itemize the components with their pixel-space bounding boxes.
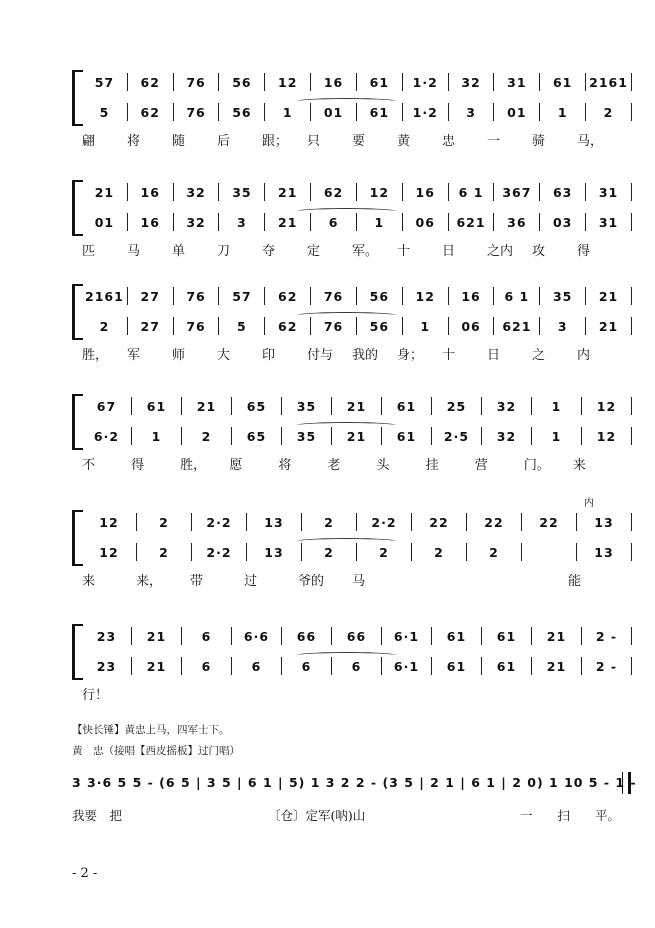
measure: 3 <box>466 104 476 120</box>
measure: 61 <box>446 658 467 674</box>
final-lyric-b: 〔仓〕定军(呐)山 <box>268 808 366 823</box>
lyric-word: 骑 <box>532 134 546 149</box>
measure: 66 <box>346 628 367 644</box>
measure: 2 <box>434 544 444 560</box>
score-system <box>72 68 632 154</box>
measure: 35 <box>296 428 317 444</box>
measure: 21 <box>598 288 619 304</box>
measure: 01 <box>94 214 115 230</box>
measure: 2·2 <box>206 544 232 560</box>
lyric-word: 要 <box>352 134 366 149</box>
measure: 61 <box>396 428 417 444</box>
measure: 61 <box>396 398 417 414</box>
measure: 3 <box>237 214 247 230</box>
lyric-word: 夺 <box>262 244 276 259</box>
lyric-word: 将 <box>127 134 141 149</box>
measure: 5 <box>99 104 110 120</box>
measure: 35 <box>552 288 573 304</box>
measure: 5 <box>237 318 247 334</box>
end-barline <box>622 772 631 794</box>
measure: 1 <box>551 428 562 444</box>
measure: 32 <box>496 398 517 414</box>
measure: 367 <box>502 184 532 200</box>
measure: 27 <box>140 318 160 334</box>
upper-staff <box>82 396 632 416</box>
lyric-word: 刀 <box>217 244 231 259</box>
measure: 32 <box>186 214 206 230</box>
measure: 16 <box>140 214 160 230</box>
measure: 6·1 <box>393 658 420 674</box>
measure: 12 <box>596 428 617 444</box>
measure: 2 <box>489 544 499 560</box>
score-system <box>72 282 632 368</box>
upper-staff <box>82 512 632 532</box>
measure: 6 1 <box>458 184 484 200</box>
measure: 01 <box>323 104 344 120</box>
measure: 2161 <box>85 288 124 304</box>
measure: 12 <box>415 288 435 304</box>
measure: 57 <box>94 74 115 90</box>
measure: 6 <box>328 214 339 230</box>
lower-staff <box>82 316 632 336</box>
lyric-line <box>72 570 632 588</box>
measure: 2 <box>99 318 110 334</box>
lyric-word: 马， <box>577 134 604 149</box>
lyric-word: 黄 <box>397 134 411 149</box>
measure: 1 <box>151 428 162 444</box>
lyric-word: 只 <box>307 134 321 149</box>
measure: 21 <box>546 658 567 674</box>
measure: 66 <box>296 628 317 644</box>
barline <box>631 657 632 675</box>
measure: 21 <box>346 428 367 444</box>
measure: 35 <box>232 184 252 200</box>
lower-staff <box>82 212 632 232</box>
score-system <box>72 392 632 478</box>
barline <box>631 213 632 231</box>
lyric-word: 印 <box>262 348 276 363</box>
measure: 62 <box>140 104 160 120</box>
lyric-word: 来 <box>572 458 586 473</box>
lyric-word: 内 <box>577 348 591 363</box>
lyric-word: 十 <box>442 348 456 363</box>
lyric-word: 得 <box>577 244 591 259</box>
barline <box>631 543 632 561</box>
measure: 1 <box>282 104 293 120</box>
lyric-word: 军。 <box>352 244 379 259</box>
measure: 01 <box>507 104 527 120</box>
measure: 57 <box>232 288 252 304</box>
lyric-word: 十 <box>397 244 411 259</box>
slur-mark <box>296 208 397 215</box>
lyric-word: 军 <box>127 348 141 363</box>
measure: 31 <box>507 74 527 90</box>
measure: 2 <box>324 514 334 530</box>
lyric-word: 日 <box>487 348 501 363</box>
measure: 03 <box>552 214 573 230</box>
lyric-word: 付与 <box>307 348 334 363</box>
lyric-word: 跟； <box>262 134 289 149</box>
lyric-line <box>72 344 632 362</box>
measure: 2·2 <box>371 514 397 530</box>
lyric-word: 之 <box>532 348 546 363</box>
measure: 2 <box>159 544 169 560</box>
barline <box>631 287 632 305</box>
lyric-word: 随 <box>172 134 186 149</box>
upper-staff <box>82 286 632 306</box>
measure: 65 <box>246 428 267 444</box>
measure: 56 <box>369 318 390 334</box>
measure: 76 <box>186 318 206 334</box>
upper-staff <box>82 182 632 202</box>
measure: 21 <box>94 184 115 200</box>
lyric-word: 胜， <box>180 458 207 473</box>
barline <box>631 317 632 335</box>
measure: 61 <box>496 628 517 644</box>
measure: 32 <box>461 74 481 90</box>
measure: 27 <box>140 288 160 304</box>
barline <box>631 427 632 445</box>
measure: 2 - <box>595 628 618 644</box>
lyric-word: 师 <box>172 348 186 363</box>
measure: 6·6 <box>243 628 270 644</box>
measure: 3 <box>557 318 568 334</box>
measure: 6 <box>251 658 262 674</box>
barline <box>631 103 632 121</box>
measure: 56 <box>232 74 252 90</box>
measure: 76 <box>323 318 344 334</box>
measure: 6 1 <box>504 288 530 304</box>
measure: 21 <box>146 658 167 674</box>
measure: 2 <box>324 544 334 560</box>
score-system <box>72 178 632 264</box>
measure: 13 <box>264 514 284 530</box>
slur-mark <box>296 422 397 429</box>
measure: 1·2 <box>412 74 438 90</box>
score-system <box>72 498 632 594</box>
measure: 2·5 <box>443 428 470 444</box>
lyric-word: 行！ <box>82 688 109 703</box>
measure: 21 <box>196 398 217 414</box>
lyric-word: 将 <box>278 458 292 473</box>
measure: 76 <box>186 288 206 304</box>
lyric-word: 来 <box>82 574 96 589</box>
measure: 2 <box>159 514 169 530</box>
measure: 1 <box>551 398 562 414</box>
sung-by: 黄 忠（接唱【西皮摇板】过门唱） <box>72 745 240 757</box>
measure: 63 <box>552 184 573 200</box>
lyric-word: 得 <box>131 458 145 473</box>
measure: 12 <box>596 398 617 414</box>
measure: 56 <box>369 288 390 304</box>
measure: 06 <box>461 318 481 334</box>
measure: 62 <box>278 288 298 304</box>
page-number: - 2 - <box>72 866 98 881</box>
lyric-word: 攻 <box>532 244 546 259</box>
measure: 6 <box>201 658 212 674</box>
barline <box>521 543 522 561</box>
measure: 25 <box>446 398 467 414</box>
measure: 1 <box>374 214 385 230</box>
measure: 35 <box>296 398 317 414</box>
lyric-word: 单 <box>172 244 186 259</box>
measure: 65 <box>246 398 267 414</box>
lyric-line <box>72 454 632 472</box>
lyric-word: 后 <box>217 134 231 149</box>
measure: 61 <box>496 658 517 674</box>
measure: 76 <box>323 288 344 304</box>
measure: 6·1 <box>393 628 420 644</box>
lyric-word: 马 <box>352 574 366 589</box>
measure: 6 <box>351 658 362 674</box>
stage-direction: 【快长锤】黄忠上马，四军士下。 <box>72 724 230 736</box>
final-lyric-a: 我要 把 <box>72 808 123 823</box>
measure: 12 <box>278 74 298 90</box>
measure: 21 <box>598 318 619 334</box>
lyric-word: 日 <box>442 244 456 259</box>
lyric-word: 过 <box>244 574 258 589</box>
slur-mark <box>296 312 397 319</box>
score-system <box>72 622 632 708</box>
lyric-line <box>72 240 632 258</box>
lyric-word: 挂 <box>425 458 439 473</box>
measure: 22 <box>429 514 449 530</box>
lyric-word: 不 <box>82 458 96 473</box>
measure: 21 <box>346 398 367 414</box>
lyric-line <box>72 684 632 702</box>
lyric-word: 一 <box>487 134 501 149</box>
measure: 16 <box>461 288 481 304</box>
measure: 1·2 <box>412 104 438 120</box>
lyric-word: 营 <box>474 458 488 473</box>
barline <box>631 513 632 531</box>
slur-mark <box>296 98 397 105</box>
measure: 31 <box>598 184 619 200</box>
measure: 6 <box>201 628 212 644</box>
measure: 6·2 <box>93 428 120 444</box>
measure: 2161 <box>589 74 628 90</box>
lyric-word: 头 <box>376 458 390 473</box>
measure: 621 <box>502 318 532 334</box>
lyric-word: 大 <box>217 348 231 363</box>
lyric-word: 我的 <box>352 348 379 363</box>
lyric-word: 匹 <box>82 244 96 259</box>
lyric-word: 之内 <box>487 244 514 259</box>
lyric-word: 带 <box>190 574 204 589</box>
lyric-word: 翩 <box>82 134 96 149</box>
measure: 21 <box>546 628 567 644</box>
lyric-word: 定 <box>307 244 321 259</box>
measure: 22 <box>484 514 504 530</box>
measure: 2 <box>603 104 614 120</box>
measure: 21 <box>278 184 298 200</box>
measure: 61 <box>369 74 390 90</box>
measure: 31 <box>598 214 619 230</box>
lyric-line <box>72 130 632 148</box>
lyric-word: 身； <box>397 348 424 363</box>
lyric-word: 能 <box>568 574 582 589</box>
upper-staff <box>82 72 632 92</box>
barline <box>631 183 632 201</box>
section-marker: 内 <box>584 498 594 509</box>
lyric-word: 老 <box>327 458 341 473</box>
measure: 23 <box>96 628 117 644</box>
barline <box>631 73 632 91</box>
measure: 2 <box>379 544 389 560</box>
measure: 16 <box>323 74 344 90</box>
measure: 62 <box>278 318 298 334</box>
measure: 13 <box>264 544 284 560</box>
measure: 22 <box>539 514 559 530</box>
slur-mark <box>296 652 397 659</box>
measure: 16 <box>140 184 160 200</box>
lyric-word: 来， <box>136 574 163 589</box>
measure: 13 <box>594 514 614 530</box>
measure: 1 <box>420 318 431 334</box>
measure: 2 - <box>595 658 618 674</box>
measure: 21 <box>146 628 167 644</box>
measure: 23 <box>96 658 117 674</box>
measure: 6 <box>301 658 312 674</box>
measure: 16 <box>415 184 435 200</box>
lower-staff <box>82 426 632 446</box>
measure: 06 <box>415 214 435 230</box>
measure: 76 <box>186 74 206 90</box>
measure: 32 <box>496 428 517 444</box>
measure: 12 <box>99 544 119 560</box>
lower-staff <box>82 102 632 122</box>
measure: 76 <box>186 104 206 120</box>
lyric-word: 马 <box>127 244 141 259</box>
lyric-word: 胜， <box>82 348 109 363</box>
barline <box>631 627 632 645</box>
slur-mark <box>296 538 397 545</box>
lower-staff <box>82 542 632 562</box>
upper-staff <box>82 626 632 646</box>
measure: 61 <box>369 104 390 120</box>
measure: 21 <box>278 214 298 230</box>
measure: 13 <box>594 544 614 560</box>
measure: 2 <box>201 428 212 444</box>
final-line-notes: 3 3·6 5 5 - (6 5 | 3 5 | 6 1 | 5) 1 3 2 2 - (3 5 | 2 1 | 6 1 | 2 0) 1 10 5 - 1 - <box>72 775 637 790</box>
measure: 62 <box>323 184 344 200</box>
measure: 12 <box>99 514 119 530</box>
measure: 56 <box>232 104 252 120</box>
measure: 621 <box>456 214 486 230</box>
lyric-word: 爷的 <box>298 574 325 589</box>
lower-staff <box>82 656 632 676</box>
measure: 1 <box>557 104 568 120</box>
lyric-word: 忠 <box>442 134 456 149</box>
measure: 36 <box>507 214 527 230</box>
lyric-word: 愿 <box>229 458 243 473</box>
measure: 12 <box>369 184 390 200</box>
barline <box>631 397 632 415</box>
lyric-word: 门。 <box>523 458 550 473</box>
measure: 61 <box>552 74 573 90</box>
final-lyric-c: 一 扫 平。 <box>520 808 621 823</box>
measure: 2·2 <box>206 514 232 530</box>
measure: 67 <box>96 398 117 414</box>
measure: 62 <box>140 74 160 90</box>
measure: 61 <box>146 398 167 414</box>
measure: 32 <box>186 184 206 200</box>
measure: 61 <box>446 628 467 644</box>
